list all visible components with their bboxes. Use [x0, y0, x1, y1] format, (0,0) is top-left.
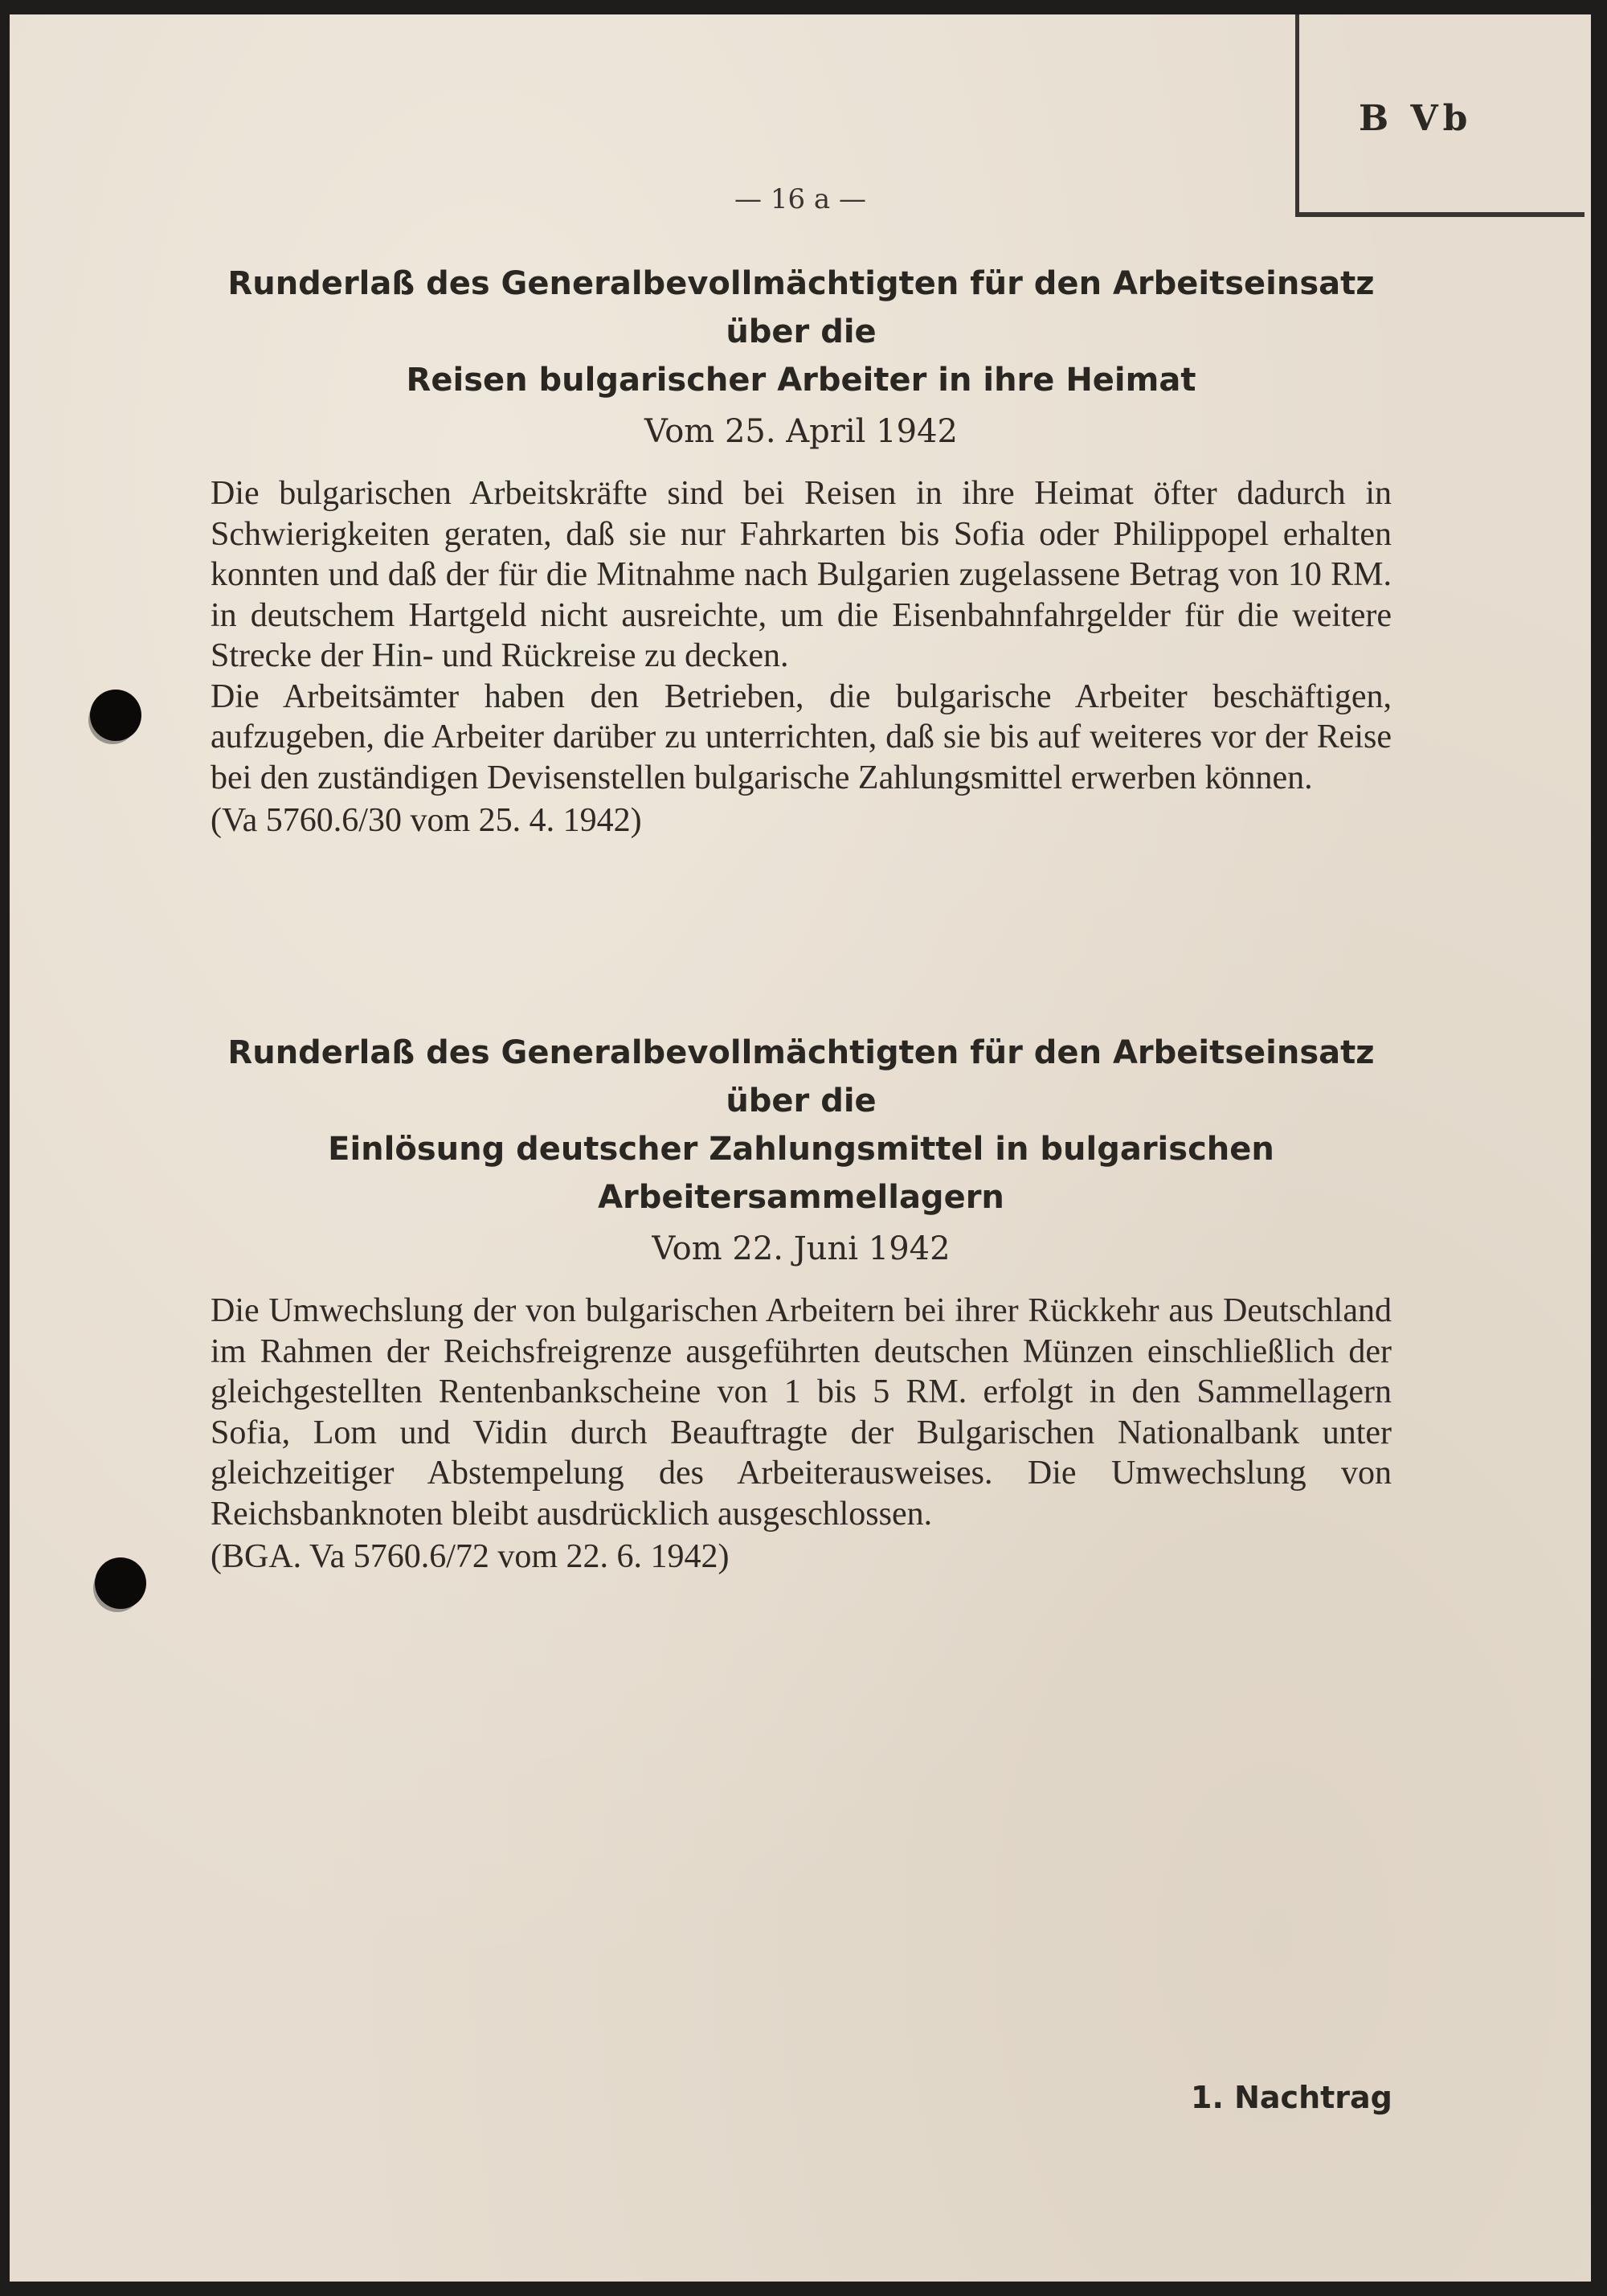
- section-1-date: Vom 25. April 1942: [644, 413, 958, 450]
- section-2-heading-line-2: Einlösung deutscher Zahlungsmittel in bulgarischen Arbeitersammellagern: [328, 1131, 1274, 1216]
- punch-hole-upper: [90, 690, 141, 741]
- section-1-heading: [211, 260, 1392, 404]
- decree-section-1: [211, 260, 1392, 841]
- section-1-heading-line-2: Reisen bulgarischer Arbeiter in ihre Heimat: [406, 362, 1196, 399]
- section-1-heading-line-1: Runderlaß des Generalbevollmächtigten für den Arbeitseinsatz über die: [227, 265, 1375, 350]
- section-2-heading-line-1: Runderlaß des Generalbevollmächtigten für den Arbeitseinsatz über die: [227, 1034, 1375, 1119]
- page-number: — 16 a —: [734, 183, 866, 215]
- punch-hole-lower: [95, 1557, 146, 1609]
- supplement-label: 1. Nachtrag: [1191, 2080, 1392, 2115]
- classification-code: B Vb: [1359, 98, 1473, 139]
- document-page: [10, 14, 1591, 2282]
- section-1-paragraph-2: Die Arbeitsämter haben den Betrieben, die bulgarische Arbeiter beschäftigen, aufzugeben, die Arbeiter darüber zu unterrichten, daß sie bis auf weiteres vor der Reise bei den zuständigen Devisenstellen bulgarische Zahlungsmittel erwerben können.: [211, 677, 1392, 796]
- section-1-reference: (Va 5760.6/30 vom 25. 4. 1942): [211, 802, 642, 839]
- section-2-heading: [211, 1029, 1392, 1222]
- section-2-date: Vom 22. Juni 1942: [652, 1230, 951, 1267]
- decree-section-2: [211, 1029, 1392, 1578]
- section-2-paragraph-1: Die Umwechslung der von bulgarischen Arbeitern bei ihrer Rückkehr aus Deutschland im Rahmen der Reichsfreigrenze ausgeführten deutschen Münzen einschließlich der gleichgestellten Rentenbankscheine von 1 bis 5 RM. erfolgt in den Sammellagern Sofia, Lom und Vidin durch Beauftragte der Bulgarischen Nationalbank unter gleichzeitiger Abstempelung des Arbeiterausweises. Die Umwechslung von Reichsbanknoten bleibt ausdrücklich ausgeschlossen.: [211, 1292, 1392, 1533]
- section-1-paragraph-1: Die bulgarischen Arbeitskräfte sind bei Reisen in ihre Heimat öfter dadurch in Schwierigkeiten geraten, daß sie nur Fahrkarten bis Sofia oder Philippopel erhalten konnten und daß der für die Mitnahme nach Bulgarien zugelassene Betrag von 10 RM. in deutschem Hartgeld nicht ausreichte, um die Eisenbahnfahrgelder für die weitere Strecke der Hin- und Rückreise zu decken.: [211, 475, 1392, 674]
- section-2-reference: (BGA. Va 5760.6/72 vom 22. 6. 1942): [211, 1538, 730, 1575]
